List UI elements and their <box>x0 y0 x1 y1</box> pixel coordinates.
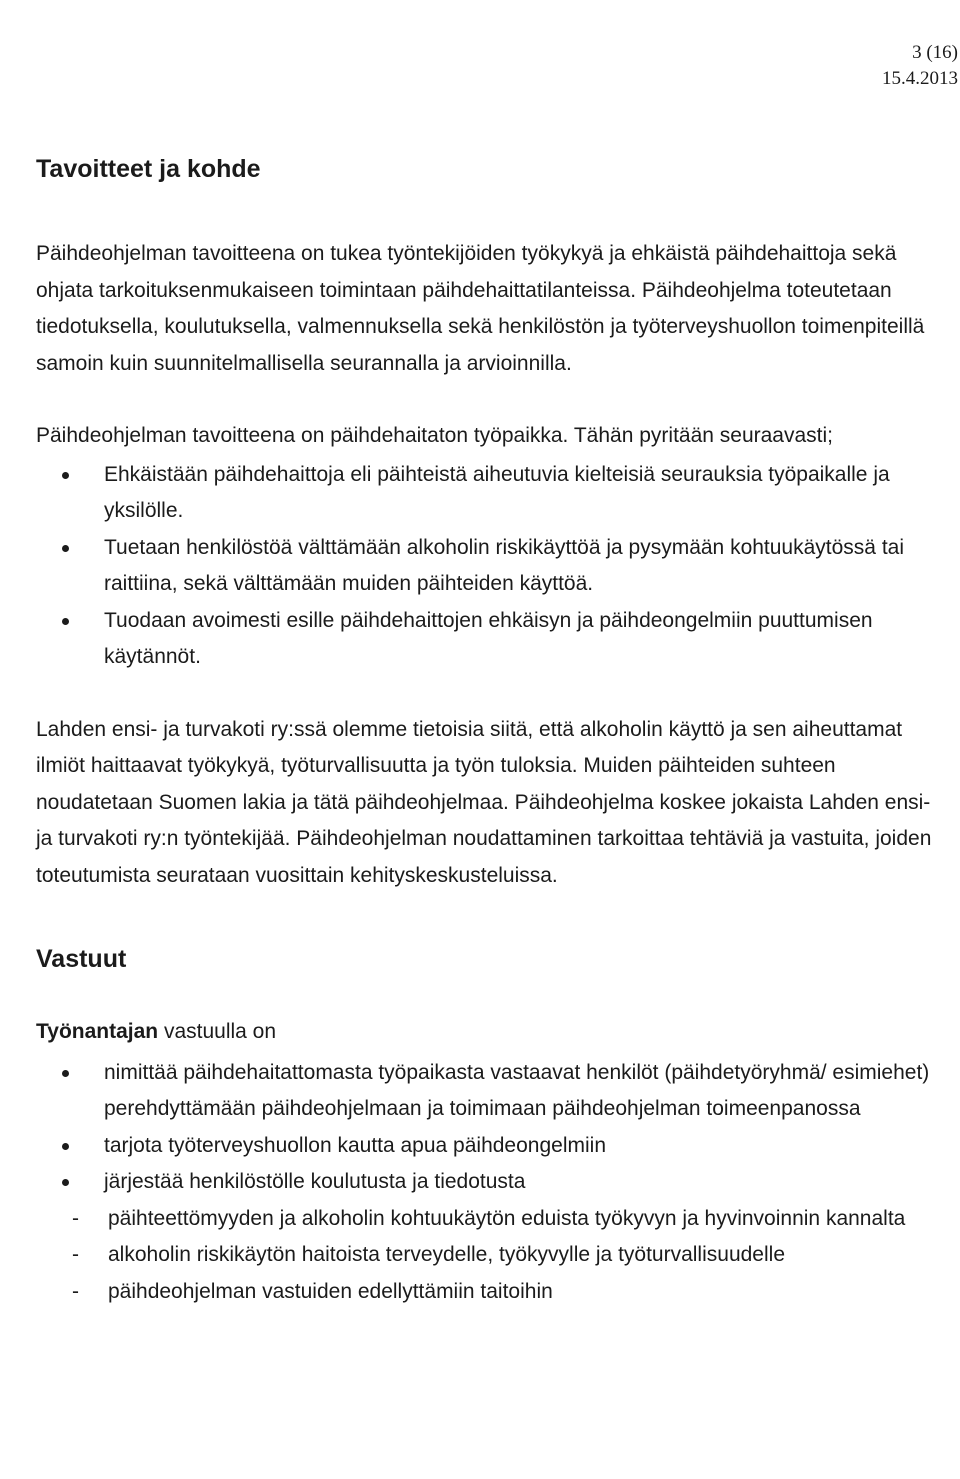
document-body <box>36 152 946 1310</box>
training-sub-list <box>36 1201 946 1311</box>
list-item: järjestää henkilöstölle koulutusta ja tiedotusta <box>36 1164 946 1201</box>
list-item: Tuodaan avoimesti esille päihdehaittojen ehkäisyn ja päihdeongelmiin puuttumisen käytännöt. <box>36 603 946 676</box>
list-item: tarjota työterveyshuollon kautta apua päihdeongelmiin <box>36 1128 946 1165</box>
section-heading-goals: Tavoitteet ja kohde <box>36 155 261 183</box>
list-item: Tuetaan henkilöstöä välttämään alkoholin riskikäyttöä ja pysymään kohtuukäytössä tai raittiina, sekä välttämään muiden päihteiden käyttöä. <box>36 530 946 603</box>
employer-intro-text: vastuulla on <box>158 1020 277 1043</box>
sub-list-item: - alkoholin riskikäytön haitoista terveydelle, työkyvylle ja työturvallisuudelle <box>36 1237 946 1274</box>
document-date: 15.4.2013 <box>882 68 958 89</box>
list-item: Ehkäistään päihdehaittoja eli päihteistä aiheutuvia kielteisiä seurauksia työpaikalle ja yksilölle. <box>36 457 946 530</box>
paragraph-goal-statement: Päihdeohjelman tavoitteena on päihdehaitaton työpaikka. Tähän pyritään seuraavasti; <box>36 424 833 447</box>
employer-bullet-list <box>36 1055 946 1201</box>
paragraph-goals-intro: Päihdeohjelman tavoitteena on tukea työntekijöiden työkykyä ja ehkäistä päihdehaittoja sekä ohjata tarkoituksenmukaiseen toimintaan päihdehaittatilanteissa. Päihdeohjelma toteutetaan tiedotuksella, koulutuksella, valmennuksella sekä henkilöstön ja työterveyshuollon toimenpiteillä samoin kuin suunnitelmallisella seurannalla ja arvioinnilla. <box>36 242 925 375</box>
page-header <box>758 40 960 92</box>
paragraph-organisation: Lahden ensi- ja turvakoti ry:ssä olemme tietoisia siitä, että alkoholin käyttö ja sen aiheuttamat ilmiöt haittaavat työkykyä, työturvallisuutta ja työn tuloksia. Muiden päihteiden suhteen noudatetaan Suomen lakia ja tätä päihdeohjelmaa. Päihdeohjelma koskee jokaista Lahden ensi- ja turvakoti ry:n työntekijää. Päihdeohjelman noudattaminen tarkoittaa tehtäviä ja vastuita, joiden toteutumista seurataan vuosittain kehityskeskusteluissa. <box>36 717 932 887</box>
goals-bullet-list <box>36 457 946 676</box>
page-number: 3 (16) <box>912 42 958 63</box>
sub-list-item: - päihdeohjelman vastuiden edellyttämiin taitoihin <box>36 1274 946 1311</box>
section-heading-responsibilities: Vastuut <box>36 945 127 973</box>
list-item: nimittää päihdehaitattomasta työpaikasta vastaavat henkilöt (päihdetyöryhmä/ esimiehet) perehdyttämään päihdeohjelmaan ja toimimaan päihdeohjelman toimeenpanossa <box>36 1055 946 1128</box>
employer-label: Työnantajan <box>36 1020 159 1043</box>
employer-responsibility-intro <box>36 1014 946 1051</box>
sub-list-item: - päihteettömyyden ja alkoholin kohtuukäytön eduista työkyvyn ja hyvinvoinnin kannalta <box>36 1201 946 1238</box>
